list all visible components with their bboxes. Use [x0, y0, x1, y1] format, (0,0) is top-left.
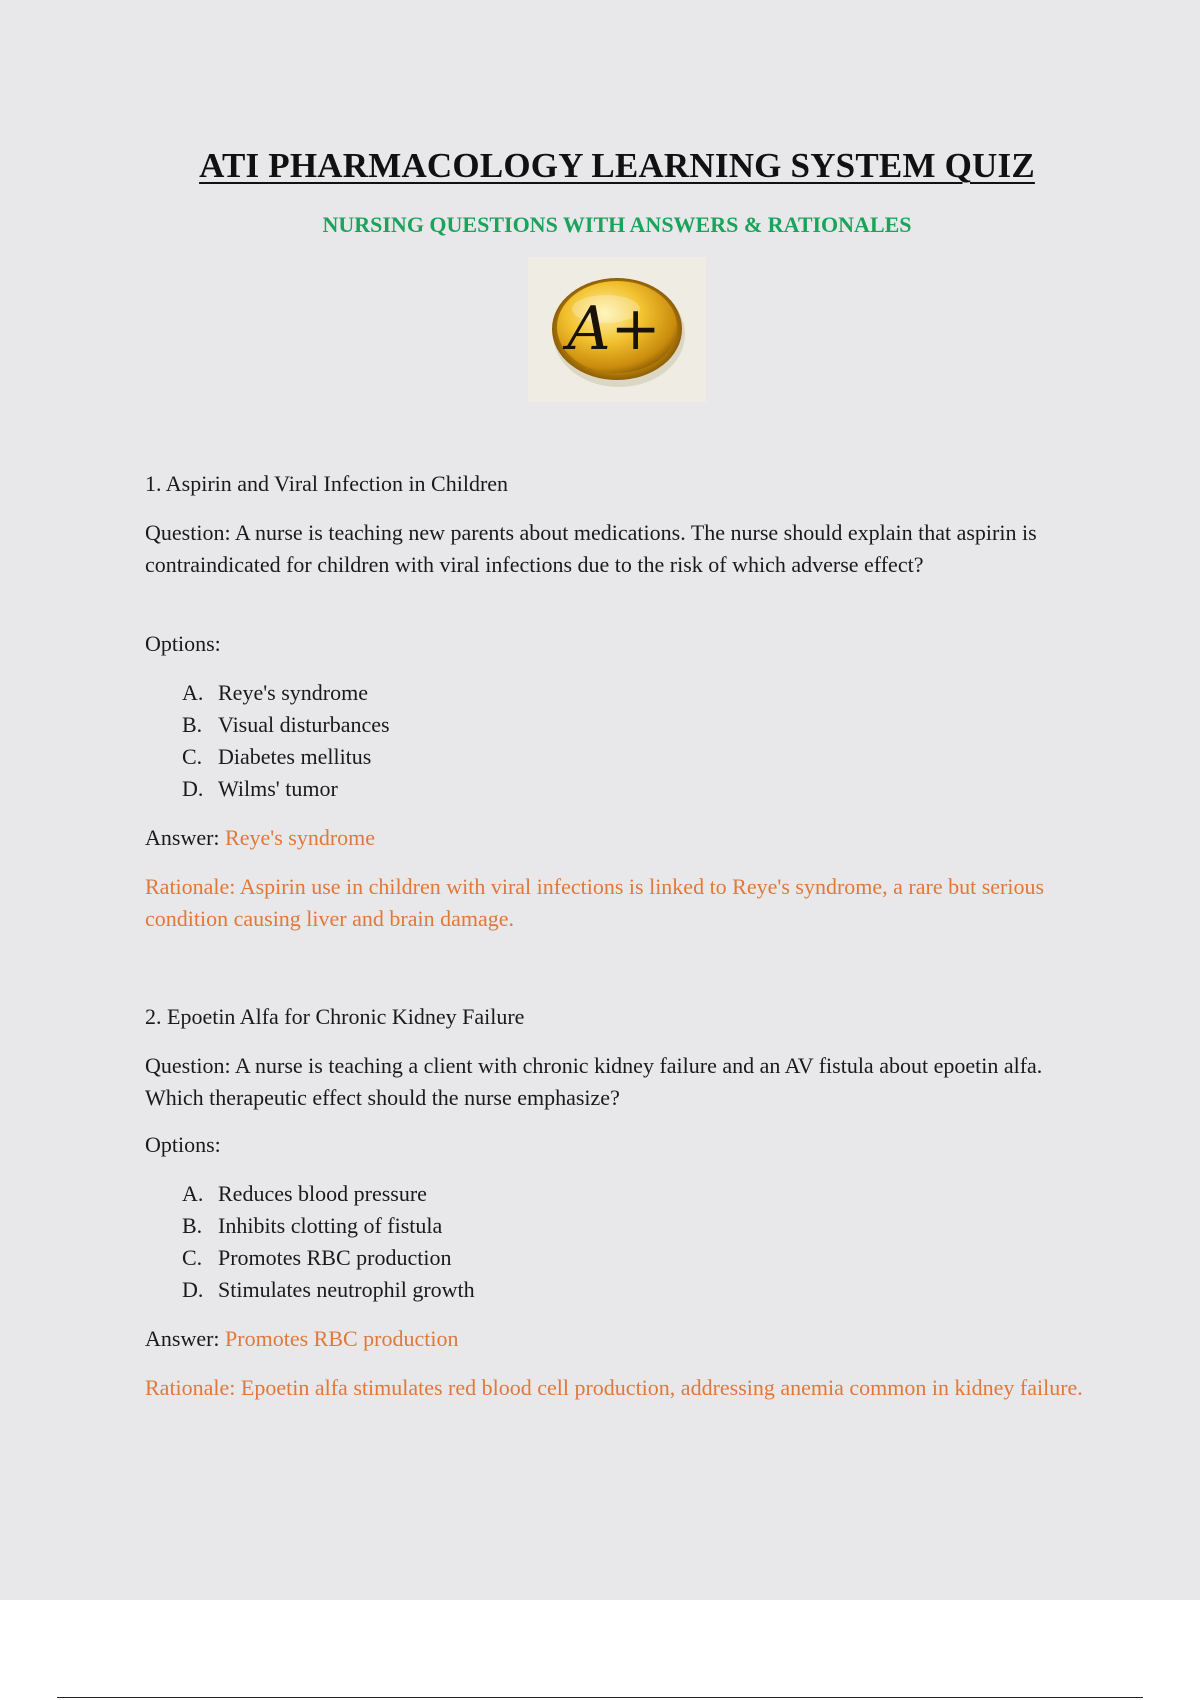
option-letter: A.	[182, 1181, 204, 1206]
answer-value: Reye's syndrome	[225, 825, 376, 850]
rationale-text: Rationale: Aspirin use in children with viral infections is linked to Reye's syndrome, a rare but serious condition causing liver and brain damage.	[145, 874, 1045, 931]
options-list	[145, 1178, 1085, 1306]
option-letter: D.	[182, 776, 204, 801]
option-item	[145, 1178, 1085, 1210]
option-text: Inhibits clotting of fistula	[218, 1213, 443, 1238]
question-text: Question: A nurse is teaching a client with chronic kidney failure and an AV fistula about epoetin alfa. Which therapeutic effect should the nurse emphasize?	[145, 1053, 1043, 1110]
options-label: Options:	[145, 1132, 221, 1157]
option-text: Reye's syndrome	[218, 680, 368, 705]
option-letter: D.	[182, 1277, 204, 1302]
option-item	[145, 773, 1085, 805]
option-item	[145, 1210, 1085, 1242]
options-label: Options:	[145, 631, 221, 656]
option-text: Wilms' tumor	[218, 776, 338, 801]
a-plus-logo	[528, 257, 706, 402]
option-letter: C.	[182, 1245, 203, 1270]
question-heading: 1. Aspirin and Viral Infection in Children	[145, 471, 509, 496]
option-item	[145, 709, 1085, 741]
question-heading: 2. Epoetin Alfa for Chronic Kidney Failure	[145, 1004, 525, 1029]
option-text: Stimulates neutrophil growth	[218, 1277, 475, 1302]
option-letter: C.	[182, 744, 203, 769]
options-list	[145, 677, 1085, 805]
document-title: ATI PHARMACOLOGY LEARNING SYSTEM QUIZ	[199, 146, 1035, 185]
option-text: Diabetes mellitus	[218, 744, 372, 769]
option-letter: B.	[182, 712, 203, 737]
option-letter: A.	[182, 680, 204, 705]
footer-divider	[57, 1697, 1143, 1698]
answer-label: Answer:	[145, 1326, 220, 1351]
answer-line	[145, 822, 1085, 854]
document-subtitle: NURSING QUESTIONS WITH ANSWERS & RATIONALES	[322, 212, 912, 237]
answer-value: Promotes RBC production	[225, 1326, 459, 1351]
logo-text: A+	[567, 294, 661, 364]
option-text: Reduces blood pressure	[218, 1181, 427, 1206]
option-item	[145, 741, 1085, 773]
question-text: Question: A nurse is teaching new parents about medications. The nurse should explain that aspirin is contraindicated for children with viral infections due to the risk of which adverse effect?	[145, 520, 1037, 577]
rationale-text: Rationale: Epoetin alfa stimulates red blood cell production, addressing anemia common in kidney failure.	[145, 1375, 1083, 1400]
gold-a-plus-badge-icon	[528, 257, 706, 402]
option-item	[145, 1274, 1085, 1306]
option-text: Promotes RBC production	[218, 1245, 452, 1270]
option-item	[145, 1242, 1085, 1274]
option-item	[145, 677, 1085, 709]
option-text: Visual disturbances	[218, 712, 390, 737]
answer-label: Answer:	[145, 825, 220, 850]
answer-line	[145, 1323, 1085, 1355]
option-letter: B.	[182, 1213, 203, 1238]
